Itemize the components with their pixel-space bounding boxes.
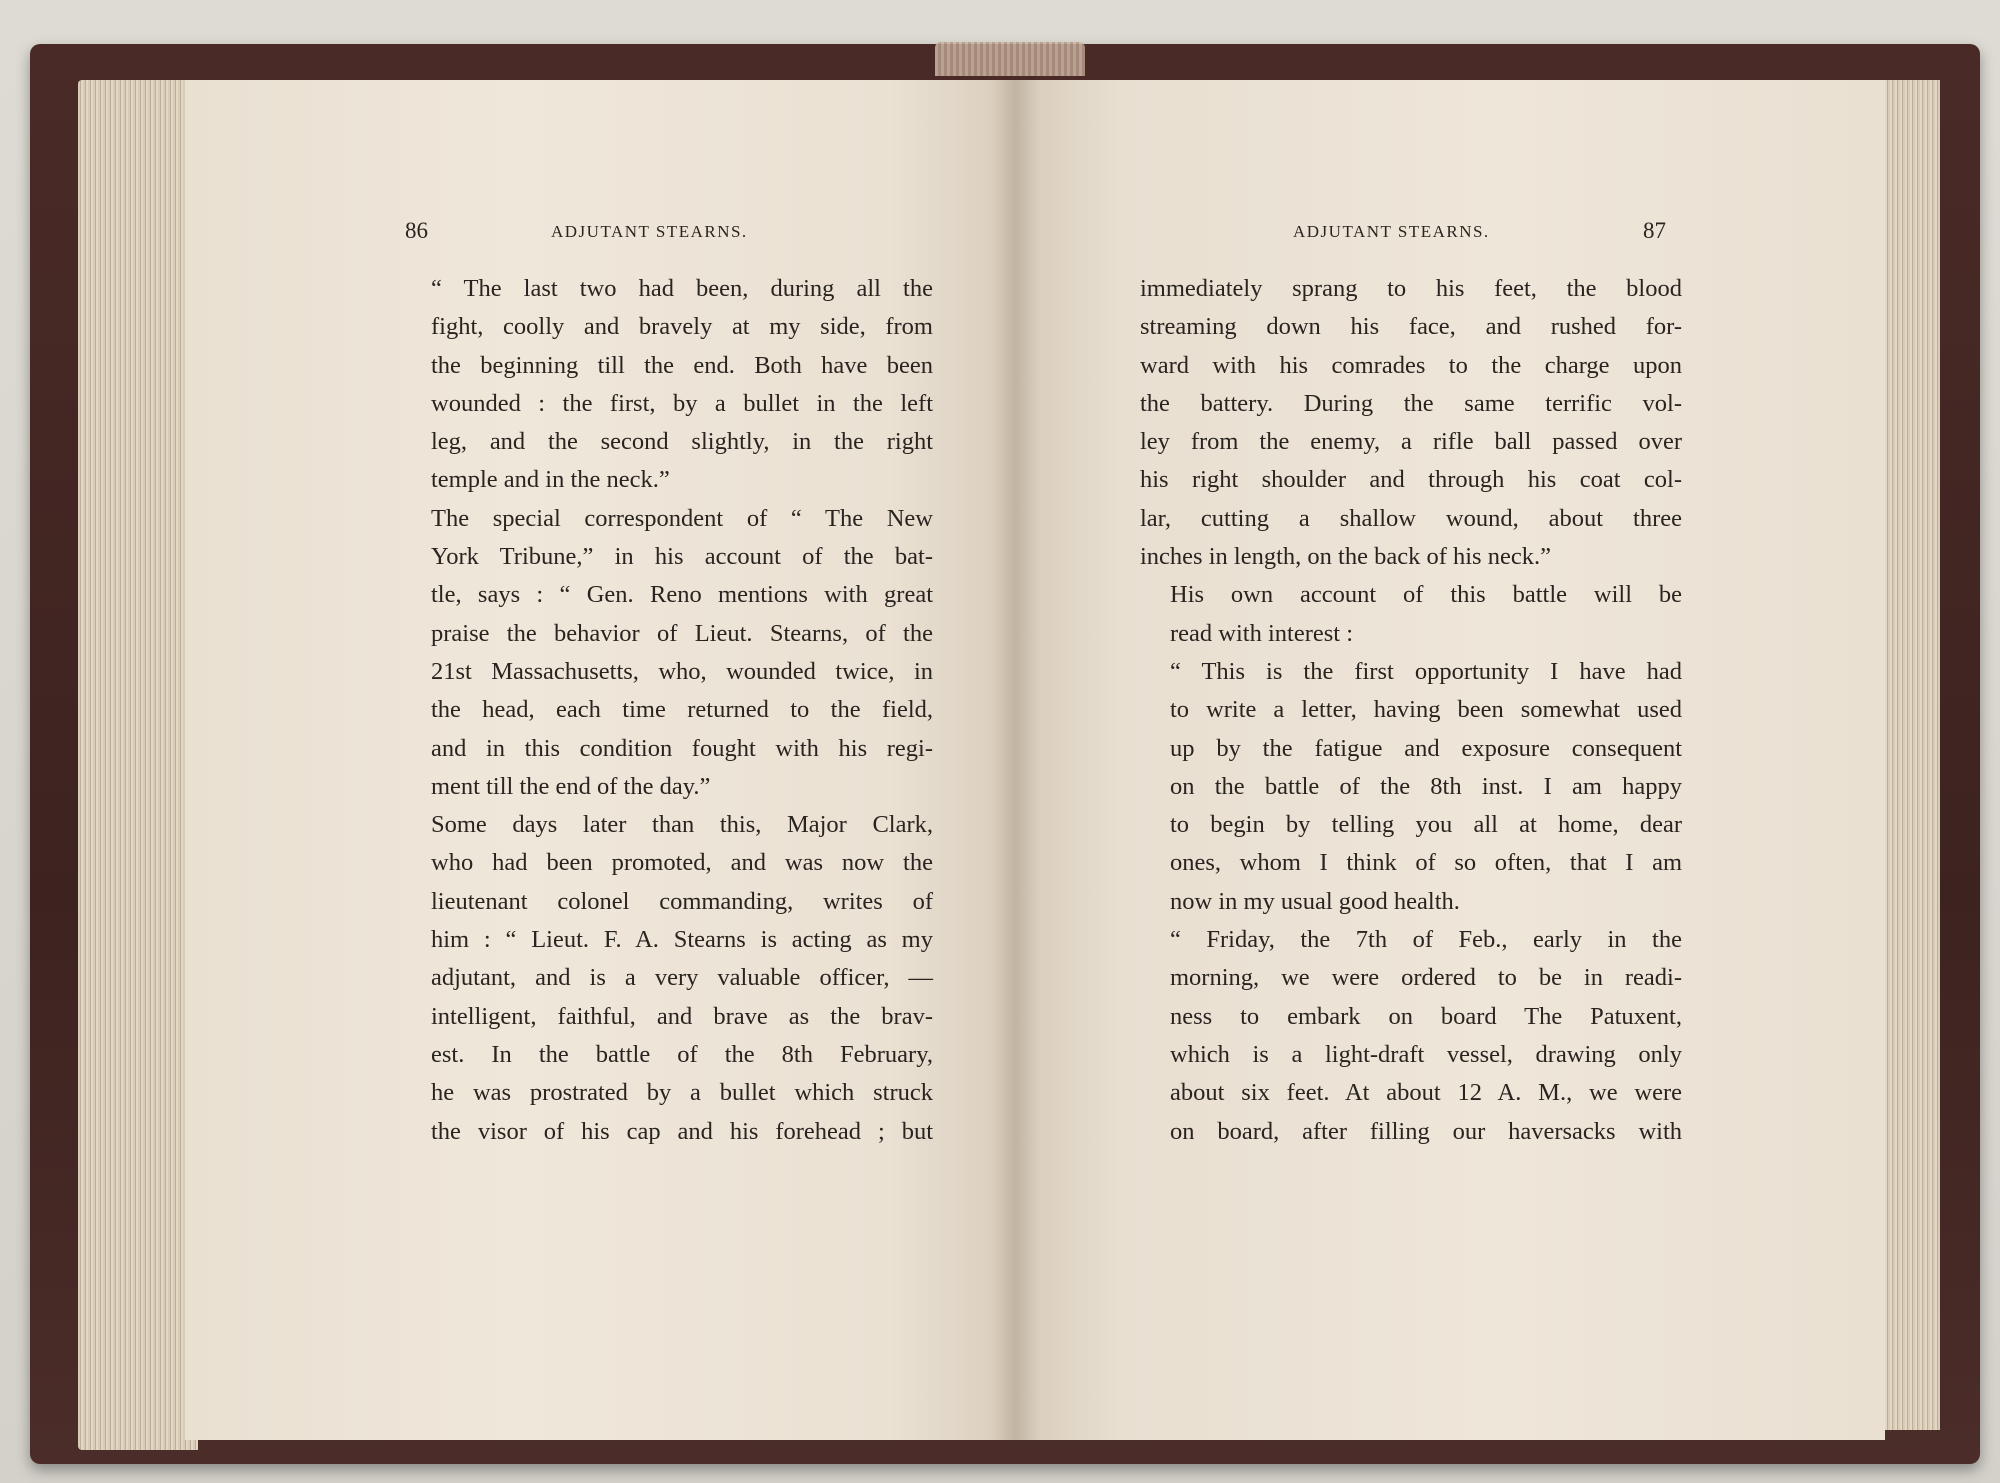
text-line: lar, cutting a shallow wound, about three <box>1140 504 1682 532</box>
paragraph <box>1140 653 1682 921</box>
paragraph <box>401 500 933 806</box>
text-line: “ The last two had been, during all the <box>431 275 933 302</box>
text-line: his right shoulder and through his coat col- <box>1140 466 1682 494</box>
text-line: and in this condition fought with his regi- <box>431 734 933 762</box>
text-line: the visor of his cap and his forehead ; but <box>431 1117 933 1145</box>
page-number: 86 <box>405 218 428 243</box>
text-line: ones, whom I think of so often, that I am <box>1170 849 1682 877</box>
text-line: now in my usual good health. <box>1170 887 1460 915</box>
text-line: est. In the battle of the 8th February, <box>431 1040 933 1068</box>
text-line: him : “ Lieut. F. A. Stearns is acting as my <box>431 926 933 954</box>
left-page <box>185 80 1015 1440</box>
left-page-edges <box>78 80 198 1450</box>
page-number: 87 <box>1643 218 1666 243</box>
text-line: the head, each time returned to the field, <box>431 696 933 724</box>
running-head: ADJUTANT STEARNS. <box>551 222 748 241</box>
text-line: praise the behavior of Lieut. Stearns, of the <box>431 619 933 647</box>
text-line: York Tribune,” in his account of the bat- <box>431 543 933 571</box>
text-line: who had been promoted, and was now the <box>431 849 933 877</box>
text-line: which is a light-draft vessel, drawing only <box>1170 1040 1682 1068</box>
text-line: intelligent, faithful, and brave as the brav- <box>431 1002 933 1030</box>
text-line: fight, coolly and bravely at my side, from <box>431 313 933 341</box>
running-head: ADJUTANT STEARNS. <box>1293 222 1490 241</box>
text-line: Some days later than this, Major Clark, <box>431 811 933 839</box>
text-line: he was prostrated by a bullet which struck <box>431 1079 933 1107</box>
text-line: “ Friday, the 7th of Feb., early in the <box>1170 926 1682 954</box>
body-text <box>1140 270 1682 1151</box>
paragraph <box>1140 921 1682 1151</box>
text-line: the battery. During the same terrific vol- <box>1140 389 1682 417</box>
book-gutter <box>990 80 1040 1440</box>
text-line: immediately sprang to his feet, the blood <box>1140 275 1682 302</box>
text-line: The special correspondent of “ The New <box>431 504 933 532</box>
paragraph <box>401 270 933 500</box>
right-page-edges <box>1880 80 1940 1430</box>
text-line: leg, and the second slightly, in the right <box>431 428 933 456</box>
text-line: morning, we were ordered to be in readi- <box>1170 964 1682 992</box>
text-line: read with interest : <box>1170 619 1354 647</box>
text-line: streaming down his face, and rushed for- <box>1140 313 1682 341</box>
text-line: ley from the enemy, a rifle ball passed over <box>1140 428 1682 456</box>
body-text <box>401 270 933 1151</box>
text-line: 21st Massachusetts, who, wounded twice, in <box>431 657 933 685</box>
text-line: up by the fatigue and exposure consequent <box>1170 734 1682 762</box>
text-line: His own account of this battle will be <box>1170 581 1682 609</box>
text-line: inches in length, on the back of his neck.” <box>1140 543 1551 571</box>
text-line: ment till the end of the day.” <box>431 772 711 800</box>
text-line: ness to embark on board The Patuxent, <box>1170 1002 1682 1030</box>
text-line: tle, says : “ Gen. Reno mentions with great <box>431 581 933 609</box>
text-line: lieutenant colonel commanding, writes of <box>431 887 933 915</box>
text-line: wounded : the first, by a bullet in the left <box>431 389 933 417</box>
text-line: about six feet. At about 12 A. M., we were <box>1170 1079 1682 1107</box>
text-line: to write a letter, having been somewhat used <box>1170 696 1682 724</box>
text-line: ward with his comrades to the charge upon <box>1140 351 1682 379</box>
text-line: on the battle of the 8th inst. I am happy <box>1170 772 1682 800</box>
paragraph <box>401 806 933 1151</box>
paragraph <box>1140 576 1682 653</box>
right-page <box>1015 80 1885 1440</box>
text-line: adjutant, and is a very valuable officer, — <box>431 964 933 992</box>
spine-headband <box>935 42 1085 76</box>
text-line: to begin by telling you all at home, dear <box>1170 811 1682 839</box>
text-line: “ This is the first opportunity I have had <box>1170 657 1682 685</box>
paragraph <box>1140 270 1682 576</box>
text-line: the beginning till the end. Both have been <box>431 351 933 379</box>
text-line: temple and in the neck.” <box>431 466 670 494</box>
text-line: on board, after filling our haversacks with <box>1170 1117 1682 1145</box>
